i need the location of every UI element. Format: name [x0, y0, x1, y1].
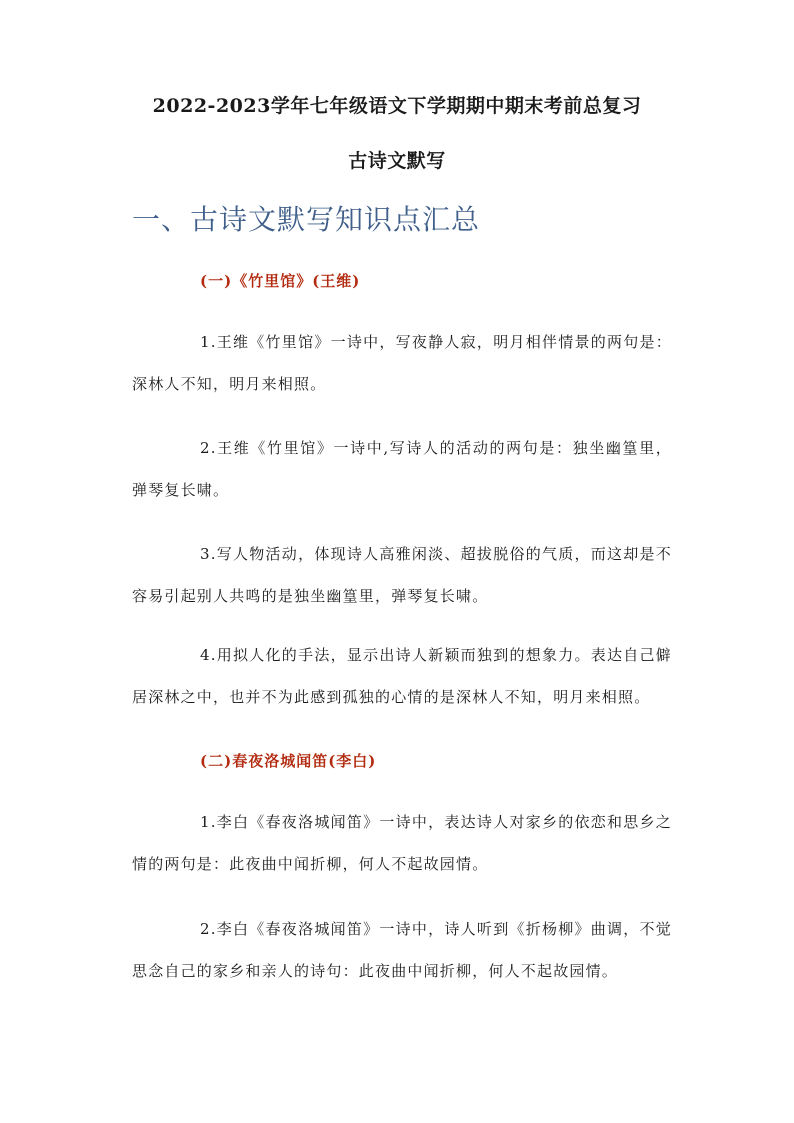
- document-title: 2022-2023学年七年级语文下学期期中期末考前总复习: [152, 95, 642, 117]
- poem-1-item-2: 2.王维《竹里馆》一诗中,写诗人的活动的两句是：独坐幽篁里，弹琴复长啸。: [132, 439, 672, 499]
- poem-1-item-1: 1.王维《竹里馆》一诗中，写夜静人寂，明月相伴情景的两句是：深林人不知，明月来相照。: [132, 333, 672, 393]
- poem-heading-chunye: (二)春夜洛城闻笛(李白): [200, 752, 377, 770]
- poem-heading-zhuliguan: (一)《竹里馆》(王维): [200, 272, 361, 290]
- poem-1-item-3: 3.写人物活动，体现诗人高雅闲淡、超拔脱俗的气质，而这却是不容易引起别人共鸣的是独坐幽篁里，弹琴复长啸。: [132, 545, 672, 605]
- poem-1-item-4: 4.用拟人化的手法，显示出诗人新颖而独到的想象力。表达自己僻居深林之中，也并不为此感到孤独的心情的是深林人不知，明月来相照。: [132, 646, 672, 706]
- document-subtitle: 古诗文默写: [348, 150, 446, 172]
- poem-2-item-2: 2.李白《春夜洛城闻笛》一诗中，诗人听到《折杨柳》曲调，不觉思念自己的家乡和亲人的诗句：此夜曲中闻折柳，何人不起故园情。: [132, 920, 672, 980]
- section-heading: 一、古诗文默写知识点汇总: [132, 203, 481, 236]
- poem-2-item-1: 1.李白《春夜洛城闻笛》一诗中，表达诗人对家乡的依恋和思乡之情的两句是：此夜曲中闻折柳，何人不起故园情。: [132, 813, 672, 873]
